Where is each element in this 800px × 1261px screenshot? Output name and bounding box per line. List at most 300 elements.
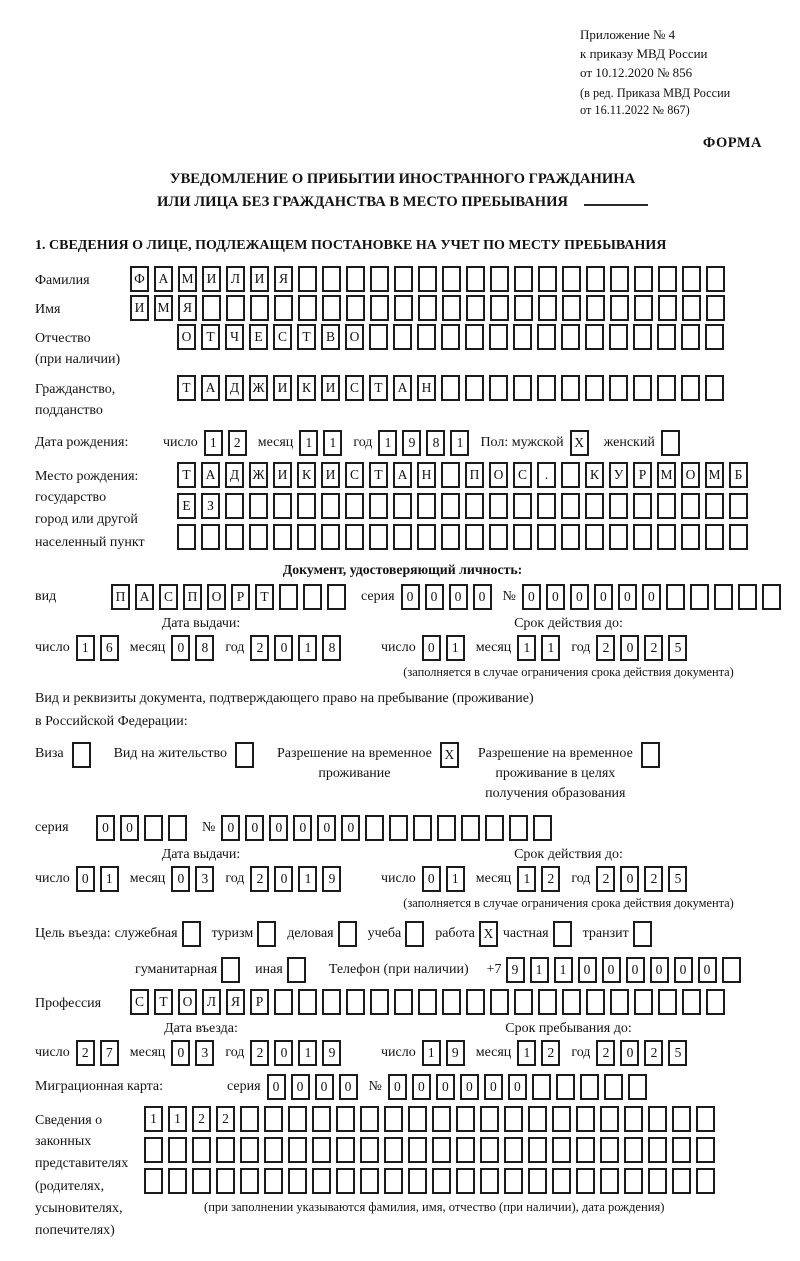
char-cell[interactable] — [441, 524, 460, 550]
char-cell[interactable]: 0 — [96, 815, 115, 841]
gender-male-checkbox[interactable] — [570, 430, 594, 456]
doc-issue-month-cells[interactable] — [171, 635, 219, 661]
char-cell[interactable]: 9 — [506, 957, 525, 983]
char-cell[interactable]: 0 — [602, 957, 621, 983]
char-cell[interactable] — [365, 815, 384, 841]
char-cell[interactable] — [490, 989, 509, 1015]
char-cell[interactable] — [370, 266, 389, 292]
res-expiry-year-cells[interactable] — [596, 866, 692, 892]
char-cell[interactable] — [513, 324, 532, 350]
stay-day-cells[interactable] — [422, 1040, 470, 1066]
char-cell[interactable]: 2 — [644, 866, 663, 892]
char-cell[interactable]: Т — [177, 462, 196, 488]
char-cell[interactable]: 6 — [100, 635, 119, 661]
char-cell[interactable]: 5 — [668, 635, 687, 661]
char-cell[interactable] — [480, 1168, 499, 1194]
char-cell[interactable] — [240, 1137, 259, 1163]
char-cell[interactable] — [562, 295, 581, 321]
char-cell[interactable]: 1 — [530, 957, 549, 983]
char-cell[interactable] — [532, 1074, 551, 1100]
char-cell[interactable]: 0 — [274, 866, 293, 892]
char-cell[interactable]: 1 — [378, 430, 397, 456]
char-cell[interactable]: 0 — [620, 635, 639, 661]
char-cell[interactable] — [312, 1106, 331, 1132]
char-cell[interactable] — [610, 989, 629, 1015]
purpose-work-checkbox[interactable] — [479, 921, 503, 947]
char-cell[interactable] — [604, 1074, 623, 1100]
birth-year-cells[interactable] — [378, 430, 474, 456]
char-cell[interactable] — [609, 324, 628, 350]
char-cell[interactable]: 3 — [195, 866, 214, 892]
char-cell[interactable] — [144, 1137, 163, 1163]
char-cell[interactable]: 9 — [322, 1040, 341, 1066]
char-cell[interactable] — [553, 921, 572, 947]
char-cell[interactable] — [648, 1168, 667, 1194]
doc-expiry-month-cells[interactable] — [517, 635, 565, 661]
char-cell[interactable] — [561, 524, 580, 550]
char-cell[interactable]: 1 — [76, 635, 95, 661]
char-cell[interactable] — [648, 1137, 667, 1163]
char-cell[interactable] — [538, 295, 557, 321]
char-cell[interactable]: 8 — [322, 635, 341, 661]
char-cell[interactable] — [600, 1137, 619, 1163]
doc-number-cells[interactable] — [522, 584, 786, 610]
legal-rep-row1-cells[interactable] — [144, 1106, 720, 1132]
char-cell[interactable]: 0 — [650, 957, 669, 983]
char-cell[interactable]: 2 — [541, 866, 560, 892]
purpose-official-checkbox[interactable] — [182, 921, 206, 947]
char-cell[interactable] — [456, 1137, 475, 1163]
char-cell[interactable] — [641, 742, 660, 768]
char-cell[interactable] — [696, 1137, 715, 1163]
doc-series-cells[interactable] — [401, 584, 497, 610]
char-cell[interactable] — [706, 989, 725, 1015]
char-cell[interactable]: П — [465, 462, 484, 488]
char-cell[interactable]: Т — [201, 324, 220, 350]
char-cell[interactable]: 1 — [446, 866, 465, 892]
char-cell[interactable] — [634, 989, 653, 1015]
char-cell[interactable]: 1 — [168, 1106, 187, 1132]
char-cell[interactable]: Ч — [225, 324, 244, 350]
char-cell[interactable] — [706, 266, 725, 292]
char-cell[interactable] — [432, 1137, 451, 1163]
char-cell[interactable] — [722, 957, 741, 983]
char-cell[interactable] — [288, 1106, 307, 1132]
char-cell[interactable] — [360, 1137, 379, 1163]
char-cell[interactable] — [441, 462, 460, 488]
char-cell[interactable] — [705, 375, 724, 401]
char-cell[interactable] — [672, 1106, 691, 1132]
char-cell[interactable] — [738, 584, 757, 610]
char-cell[interactable] — [346, 266, 365, 292]
char-cell[interactable] — [648, 1106, 667, 1132]
char-cell[interactable] — [394, 989, 413, 1015]
char-cell[interactable] — [609, 524, 628, 550]
char-cell[interactable]: Н — [417, 375, 436, 401]
char-cell[interactable] — [681, 493, 700, 519]
char-cell[interactable] — [585, 524, 604, 550]
char-cell[interactable] — [666, 584, 685, 610]
char-cell[interactable]: 0 — [120, 815, 139, 841]
char-cell[interactable]: 0 — [267, 1074, 286, 1100]
char-cell[interactable]: 0 — [317, 815, 336, 841]
char-cell[interactable] — [466, 989, 485, 1015]
char-cell[interactable] — [303, 584, 322, 610]
char-cell[interactable] — [297, 493, 316, 519]
char-cell[interactable] — [417, 493, 436, 519]
char-cell[interactable]: 0 — [293, 815, 312, 841]
char-cell[interactable] — [408, 1137, 427, 1163]
char-cell[interactable]: 1 — [541, 635, 560, 661]
char-cell[interactable] — [600, 1168, 619, 1194]
char-cell[interactable]: 1 — [100, 866, 119, 892]
char-cell[interactable]: 0 — [460, 1074, 479, 1100]
char-cell[interactable] — [489, 524, 508, 550]
char-cell[interactable]: 1 — [144, 1106, 163, 1132]
res-series-cells[interactable] — [96, 815, 192, 841]
res-expiry-month-cells[interactable] — [517, 866, 565, 892]
char-cell[interactable]: А — [393, 375, 412, 401]
char-cell[interactable] — [322, 989, 341, 1015]
char-cell[interactable]: 2 — [250, 1040, 269, 1066]
char-cell[interactable] — [408, 1168, 427, 1194]
char-cell[interactable]: 2 — [216, 1106, 235, 1132]
char-cell[interactable] — [461, 815, 480, 841]
char-cell[interactable] — [336, 1137, 355, 1163]
char-cell[interactable] — [312, 1168, 331, 1194]
char-cell[interactable]: 9 — [446, 1040, 465, 1066]
doc-issue-day-cells[interactable] — [76, 635, 124, 661]
char-cell[interactable] — [408, 1106, 427, 1132]
char-cell[interactable]: 0 — [546, 584, 565, 610]
char-cell[interactable]: 0 — [341, 815, 360, 841]
char-cell[interactable] — [585, 324, 604, 350]
char-cell[interactable]: Д — [225, 375, 244, 401]
char-cell[interactable]: Ж — [249, 462, 268, 488]
char-cell[interactable] — [489, 324, 508, 350]
char-cell[interactable] — [634, 295, 653, 321]
char-cell[interactable] — [537, 524, 556, 550]
purpose-study-checkbox[interactable] — [405, 921, 429, 947]
char-cell[interactable] — [297, 524, 316, 550]
char-cell[interactable] — [394, 266, 413, 292]
char-cell[interactable]: И — [273, 375, 292, 401]
char-cell[interactable] — [633, 324, 652, 350]
doc-issue-year-cells[interactable] — [250, 635, 346, 661]
char-cell[interactable] — [336, 1106, 355, 1132]
char-cell[interactable] — [405, 921, 424, 947]
char-cell[interactable]: И — [321, 375, 340, 401]
char-cell[interactable]: 0 — [642, 584, 661, 610]
char-cell[interactable]: 0 — [274, 1040, 293, 1066]
char-cell[interactable]: А — [393, 462, 412, 488]
char-cell[interactable] — [580, 1074, 599, 1100]
char-cell[interactable] — [288, 1168, 307, 1194]
char-cell[interactable]: С — [345, 375, 364, 401]
char-cell[interactable] — [168, 1168, 187, 1194]
char-cell[interactable]: 0 — [522, 584, 541, 610]
char-cell[interactable] — [609, 375, 628, 401]
purpose-humanitarian-checkbox[interactable] — [221, 957, 245, 983]
char-cell[interactable] — [287, 957, 306, 983]
char-cell[interactable] — [610, 266, 629, 292]
char-cell[interactable] — [696, 1168, 715, 1194]
char-cell[interactable]: 5 — [668, 866, 687, 892]
char-cell[interactable] — [576, 1168, 595, 1194]
char-cell[interactable]: 0 — [315, 1074, 334, 1100]
char-cell[interactable] — [225, 493, 244, 519]
char-cell[interactable] — [658, 989, 677, 1015]
char-cell[interactable] — [696, 1106, 715, 1132]
visa-checkbox[interactable] — [72, 742, 96, 768]
char-cell[interactable] — [672, 1137, 691, 1163]
purpose-other-checkbox[interactable] — [287, 957, 311, 983]
char-cell[interactable]: 1 — [517, 866, 536, 892]
char-cell[interactable] — [465, 524, 484, 550]
char-cell[interactable] — [393, 524, 412, 550]
char-cell[interactable]: 1 — [323, 430, 342, 456]
char-cell[interactable]: 0 — [401, 584, 420, 610]
char-cell[interactable]: Н — [417, 462, 436, 488]
char-cell[interactable] — [346, 295, 365, 321]
char-cell[interactable] — [168, 815, 187, 841]
char-cell[interactable]: 0 — [171, 635, 190, 661]
char-cell[interactable] — [384, 1168, 403, 1194]
char-cell[interactable] — [480, 1137, 499, 1163]
char-cell[interactable] — [418, 989, 437, 1015]
char-cell[interactable]: 0 — [269, 815, 288, 841]
char-cell[interactable]: 0 — [274, 635, 293, 661]
surname-cells[interactable] — [130, 266, 730, 292]
char-cell[interactable]: 9 — [322, 866, 341, 892]
char-cell[interactable] — [417, 524, 436, 550]
char-cell[interactable] — [250, 295, 269, 321]
char-cell[interactable] — [249, 493, 268, 519]
patronymic-cells[interactable] — [177, 324, 729, 350]
char-cell[interactable]: 1 — [299, 430, 318, 456]
char-cell[interactable] — [537, 493, 556, 519]
char-cell[interactable]: З — [201, 493, 220, 519]
char-cell[interactable]: 0 — [473, 584, 492, 610]
purpose-transit-checkbox[interactable] — [633, 921, 657, 947]
char-cell[interactable] — [182, 921, 201, 947]
char-cell[interactable] — [562, 266, 581, 292]
char-cell[interactable]: 1 — [446, 635, 465, 661]
char-cell[interactable]: Л — [202, 989, 221, 1015]
char-cell[interactable] — [288, 1137, 307, 1163]
char-cell[interactable]: 0 — [570, 584, 589, 610]
char-cell[interactable]: Т — [154, 989, 173, 1015]
char-cell[interactable]: Я — [226, 989, 245, 1015]
char-cell[interactable]: 0 — [578, 957, 597, 983]
char-cell[interactable] — [389, 815, 408, 841]
char-cell[interactable]: 2 — [250, 866, 269, 892]
char-cell[interactable] — [681, 375, 700, 401]
char-cell[interactable] — [437, 815, 456, 841]
char-cell[interactable] — [610, 295, 629, 321]
char-cell[interactable] — [624, 1168, 643, 1194]
char-cell[interactable]: О — [681, 462, 700, 488]
char-cell[interactable] — [657, 324, 676, 350]
char-cell[interactable]: X — [570, 430, 589, 456]
char-cell[interactable]: 0 — [618, 584, 637, 610]
char-cell[interactable] — [561, 462, 580, 488]
char-cell[interactable] — [336, 1168, 355, 1194]
char-cell[interactable]: М — [705, 462, 724, 488]
char-cell[interactable] — [682, 266, 701, 292]
char-cell[interactable] — [456, 1168, 475, 1194]
char-cell[interactable] — [394, 295, 413, 321]
char-cell[interactable] — [441, 375, 460, 401]
char-cell[interactable] — [586, 266, 605, 292]
char-cell[interactable] — [369, 493, 388, 519]
char-cell[interactable]: 2 — [644, 635, 663, 661]
profession-cells[interactable] — [130, 989, 730, 1015]
char-cell[interactable] — [537, 375, 556, 401]
char-cell[interactable] — [192, 1137, 211, 1163]
char-cell[interactable] — [661, 430, 680, 456]
char-cell[interactable] — [576, 1106, 595, 1132]
legal-rep-row2-cells[interactable] — [144, 1137, 720, 1163]
char-cell[interactable] — [514, 295, 533, 321]
char-cell[interactable] — [538, 266, 557, 292]
char-cell[interactable]: 5 — [668, 1040, 687, 1066]
char-cell[interactable]: 0 — [594, 584, 613, 610]
entry-year-cells[interactable] — [250, 1040, 346, 1066]
char-cell[interactable] — [489, 375, 508, 401]
doc-kind-cells[interactable] — [111, 584, 351, 610]
residence-permit-checkbox[interactable] — [235, 742, 259, 768]
char-cell[interactable] — [586, 295, 605, 321]
char-cell[interactable] — [370, 295, 389, 321]
char-cell[interactable] — [393, 324, 412, 350]
char-cell[interactable] — [298, 295, 317, 321]
char-cell[interactable] — [682, 989, 701, 1015]
char-cell[interactable] — [714, 584, 733, 610]
char-cell[interactable]: 1 — [204, 430, 223, 456]
char-cell[interactable]: Р — [633, 462, 652, 488]
char-cell[interactable]: 1 — [298, 866, 317, 892]
char-cell[interactable]: 9 — [402, 430, 421, 456]
char-cell[interactable]: 8 — [426, 430, 445, 456]
legal-rep-row3-cells[interactable] — [144, 1168, 720, 1194]
char-cell[interactable] — [690, 584, 709, 610]
purpose-tourism-checkbox[interactable] — [257, 921, 281, 947]
char-cell[interactable] — [513, 524, 532, 550]
char-cell[interactable]: Т — [369, 462, 388, 488]
char-cell[interactable]: 0 — [508, 1074, 527, 1100]
char-cell[interactable] — [279, 584, 298, 610]
char-cell[interactable] — [633, 524, 652, 550]
char-cell[interactable] — [442, 989, 461, 1015]
mig-number-cells[interactable] — [388, 1074, 652, 1100]
char-cell[interactable] — [514, 989, 533, 1015]
char-cell[interactable]: . — [537, 462, 556, 488]
char-cell[interactable] — [633, 921, 652, 947]
char-cell[interactable]: Д — [225, 462, 244, 488]
char-cell[interactable] — [552, 1168, 571, 1194]
char-cell[interactable] — [177, 524, 196, 550]
char-cell[interactable]: 0 — [388, 1074, 407, 1100]
char-cell[interactable] — [442, 295, 461, 321]
char-cell[interactable] — [658, 266, 677, 292]
char-cell[interactable] — [600, 1106, 619, 1132]
char-cell[interactable] — [216, 1137, 235, 1163]
char-cell[interactable] — [432, 1168, 451, 1194]
char-cell[interactable] — [360, 1106, 379, 1132]
entry-day-cells[interactable] — [76, 1040, 124, 1066]
gender-female-checkbox[interactable] — [661, 430, 685, 456]
char-cell[interactable] — [681, 524, 700, 550]
char-cell[interactable]: 2 — [228, 430, 247, 456]
birth-place-row3-cells[interactable] — [177, 524, 753, 550]
char-cell[interactable]: 0 — [484, 1074, 503, 1100]
char-cell[interactable] — [465, 324, 484, 350]
char-cell[interactable] — [264, 1168, 283, 1194]
char-cell[interactable]: 0 — [620, 1040, 639, 1066]
char-cell[interactable]: Т — [297, 324, 316, 350]
char-cell[interactable]: 0 — [171, 1040, 190, 1066]
char-cell[interactable]: А — [201, 375, 220, 401]
char-cell[interactable]: П — [111, 584, 130, 610]
char-cell[interactable] — [370, 989, 389, 1015]
char-cell[interactable]: А — [201, 462, 220, 488]
char-cell[interactable] — [345, 524, 364, 550]
stay-year-cells[interactable] — [596, 1040, 692, 1066]
char-cell[interactable]: 0 — [626, 957, 645, 983]
char-cell[interactable] — [298, 989, 317, 1015]
char-cell[interactable]: 0 — [76, 866, 95, 892]
char-cell[interactable] — [72, 742, 91, 768]
birth-place-row1-cells[interactable] — [177, 462, 753, 488]
char-cell[interactable] — [322, 266, 341, 292]
char-cell[interactable]: Т — [369, 375, 388, 401]
char-cell[interactable] — [624, 1106, 643, 1132]
char-cell[interactable] — [528, 1106, 547, 1132]
char-cell[interactable] — [384, 1137, 403, 1163]
char-cell[interactable] — [466, 295, 485, 321]
char-cell[interactable] — [466, 266, 485, 292]
char-cell[interactable]: 1 — [554, 957, 573, 983]
doc-expiry-year-cells[interactable] — [596, 635, 692, 661]
char-cell[interactable] — [729, 524, 748, 550]
char-cell[interactable] — [682, 295, 701, 321]
res-issue-year-cells[interactable] — [250, 866, 346, 892]
char-cell[interactable]: X — [440, 742, 459, 768]
char-cell[interactable] — [465, 375, 484, 401]
char-cell[interactable] — [552, 1106, 571, 1132]
char-cell[interactable] — [504, 1137, 523, 1163]
char-cell[interactable] — [202, 295, 221, 321]
purpose-business-checkbox[interactable] — [338, 921, 362, 947]
char-cell[interactable]: 1 — [298, 635, 317, 661]
char-cell[interactable] — [538, 989, 557, 1015]
char-cell[interactable]: 0 — [698, 957, 717, 983]
char-cell[interactable] — [533, 815, 552, 841]
char-cell[interactable]: О — [345, 324, 364, 350]
char-cell[interactable] — [369, 324, 388, 350]
char-cell[interactable]: 2 — [596, 866, 615, 892]
char-cell[interactable]: А — [154, 266, 173, 292]
char-cell[interactable]: К — [297, 462, 316, 488]
char-cell[interactable] — [485, 815, 504, 841]
entry-month-cells[interactable] — [171, 1040, 219, 1066]
char-cell[interactable]: С — [345, 462, 364, 488]
char-cell[interactable]: В — [321, 324, 340, 350]
char-cell[interactable] — [201, 524, 220, 550]
char-cell[interactable] — [274, 295, 293, 321]
char-cell[interactable] — [705, 493, 724, 519]
